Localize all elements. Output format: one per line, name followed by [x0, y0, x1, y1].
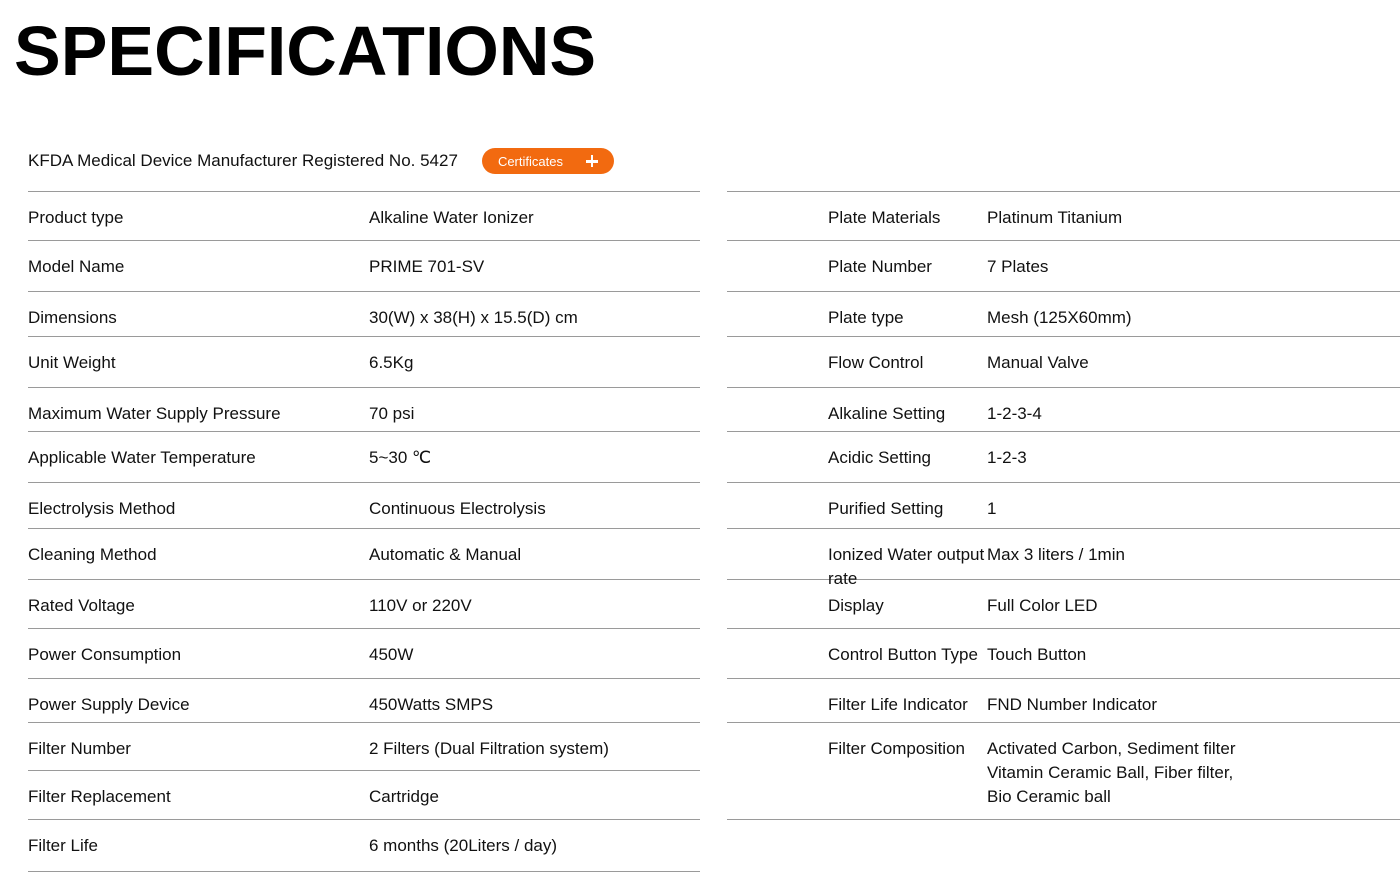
spec-label: Plate Materials	[828, 208, 941, 227]
spec-label: Filter Life	[28, 836, 98, 855]
spec-row	[727, 337, 1400, 388]
spec-label: Applicable Water Temperature	[28, 448, 256, 467]
spec-row	[727, 483, 1400, 529]
registration-line	[28, 146, 614, 176]
spec-value: Continuous Electrolysis	[369, 499, 546, 518]
spec-value: Automatic & Manual	[369, 545, 522, 564]
spec-value: 2 Filters (Dual Filtration system)	[369, 739, 609, 758]
spec-value: 30(W) x 38(H) x 15.5(D) cm	[369, 308, 578, 327]
spec-row	[727, 723, 1400, 820]
spec-row	[28, 679, 700, 723]
spec-label: Model Name	[28, 257, 125, 276]
spec-label: Filter Composition	[828, 739, 965, 758]
spec-row	[28, 337, 700, 388]
spec-row	[28, 529, 700, 580]
spec-row	[727, 241, 1400, 292]
plus-icon	[586, 155, 598, 167]
certificates-label: Certificates	[497, 153, 563, 169]
spec-value: 6.5Kg	[369, 353, 414, 372]
spec-value: Platinum Titanium	[987, 208, 1123, 227]
spec-label: Maximum Water Supply Pressure	[28, 404, 281, 423]
spec-label: Display	[828, 596, 884, 615]
spec-value: Touch Button	[987, 645, 1087, 664]
spec-value: Alkaline Water Ionizer	[369, 208, 534, 227]
spec-value: 110V or 220V	[369, 596, 472, 615]
spec-row	[28, 820, 700, 872]
spec-label: Power Supply Device	[28, 695, 190, 714]
spec-label: Power Consumption	[28, 645, 182, 664]
spec-label: Plate Number	[828, 257, 932, 276]
spec-label: Plate type	[828, 308, 904, 327]
spec-value: 7 Plates	[987, 257, 1049, 276]
spec-value: 1-2-3	[987, 448, 1027, 467]
spec-value: 1-2-3-4	[987, 404, 1042, 423]
spec-label: Electrolysis Method	[28, 499, 176, 518]
spec-value: 6 months (20Liters / day)	[369, 836, 558, 855]
spec-label: Purified Setting	[828, 499, 944, 518]
spec-value: Mesh (125X60mm)	[987, 308, 1132, 327]
spec-label: Unit Weight	[28, 353, 116, 372]
spec-row	[727, 679, 1400, 723]
spec-row	[28, 388, 700, 432]
spec-label: Acidic Setting	[828, 448, 931, 467]
certificates-button[interactable]	[482, 148, 614, 174]
spec-label: Ionized Water output rate	[828, 545, 985, 588]
spec-value: 450Watts SMPS	[369, 695, 494, 714]
spec-row	[727, 580, 1400, 629]
spec-row	[28, 483, 700, 529]
page-title: SPECIFICATIONS	[14, 12, 597, 90]
spec-value: Cartridge	[369, 787, 439, 806]
spec-label: Cleaning Method	[28, 545, 157, 564]
spec-row	[28, 580, 700, 629]
spec-value: 1	[987, 499, 997, 518]
spec-row	[28, 292, 700, 337]
spec-label: Product type	[28, 208, 124, 227]
right-spec-table	[727, 191, 1400, 820]
spec-row	[28, 432, 700, 483]
spec-row	[727, 192, 1400, 241]
spec-label: Flow Control	[828, 353, 924, 372]
spec-row	[28, 723, 700, 771]
spec-label: Control Button Type	[828, 645, 978, 664]
spec-row	[727, 529, 1400, 588]
spec-value: 450W	[369, 645, 414, 664]
spec-value: 70 psi	[369, 404, 415, 423]
spec-label: Filter Number	[28, 739, 131, 758]
spec-label: Filter Life Indicator	[828, 695, 968, 714]
spec-row	[28, 771, 700, 820]
spec-label: Alkaline Setting	[828, 404, 946, 423]
spec-value: 5~30 ℃	[369, 448, 432, 467]
spec-value: Manual Valve	[987, 353, 1089, 372]
spec-label: Dimensions	[28, 308, 117, 327]
spec-value: Full Color LED	[987, 596, 1098, 615]
spec-value: Max 3 liters / 1min	[987, 545, 1125, 564]
spec-row	[28, 192, 700, 241]
spec-value: Activated Carbon, Sediment filter Vitamin Ceramic Ball, Fiber filter, Bio Ceramic ball	[987, 739, 1236, 806]
spec-label: Filter Replacement	[28, 787, 171, 806]
spec-row	[727, 432, 1400, 483]
spec-row	[28, 629, 700, 679]
spec-row	[28, 241, 700, 292]
spec-label: Rated Voltage	[28, 596, 135, 615]
registration-text: KFDA Medical Device Manufacturer Registered No. 5427	[28, 151, 458, 170]
spec-row	[727, 292, 1400, 337]
spec-value: PRIME 701-SV	[369, 257, 485, 276]
spec-row	[727, 629, 1400, 679]
spec-row	[727, 388, 1400, 432]
spec-value: FND Number Indicator	[987, 695, 1158, 714]
left-spec-table	[28, 191, 700, 872]
